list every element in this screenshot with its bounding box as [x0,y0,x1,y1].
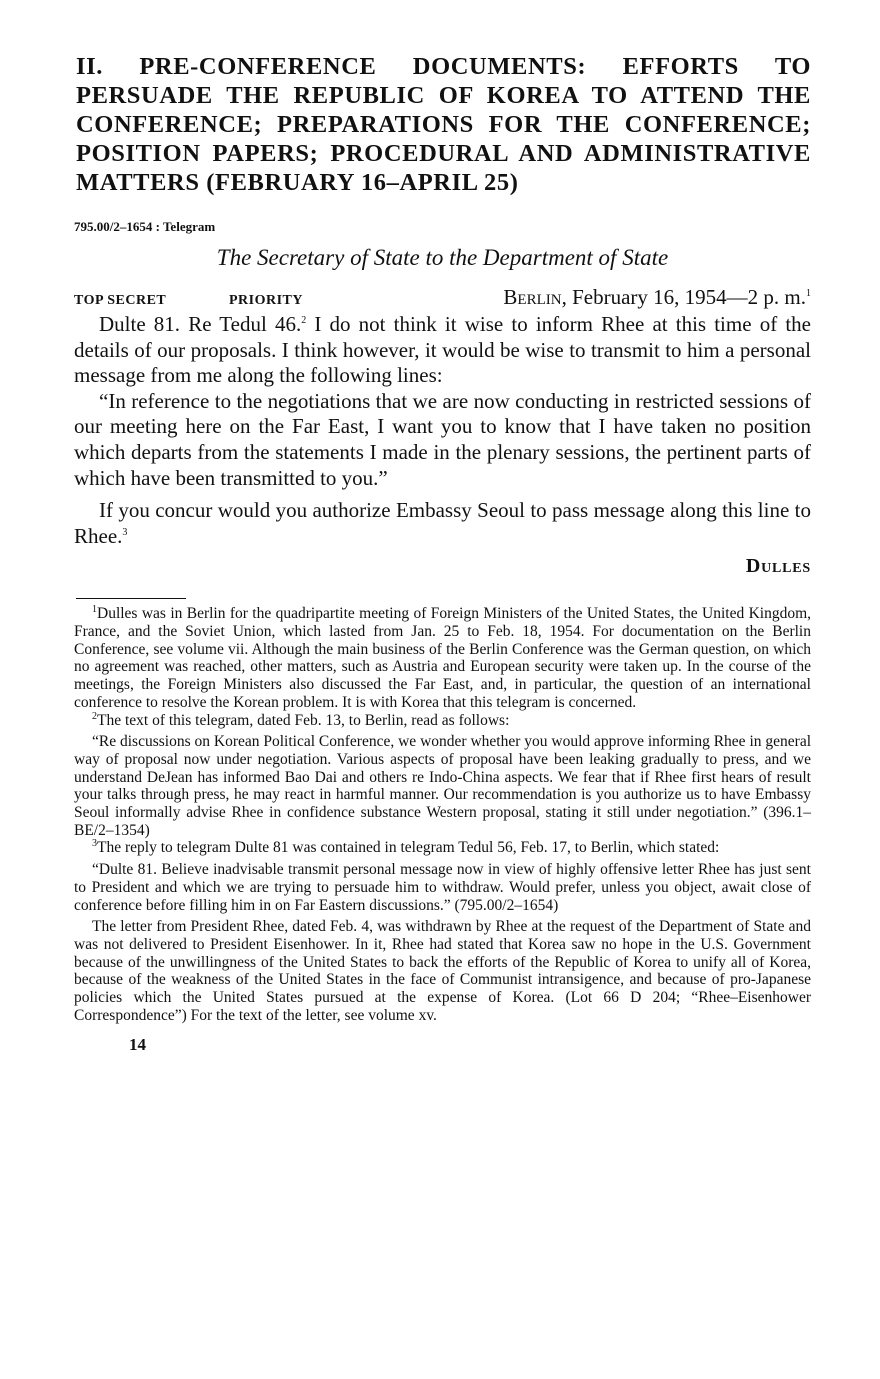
footnote-ref-3: 3 [122,526,128,538]
footnote-3-quote: “Dulte 81. Believe inadvisable transmit personal message now in view of highly offensive letter Rhee has just sent to President and which we are trying to persuade him to withdraw. Would prefer, unless you object, await close of conference before filling him in on Far Eastern discussions.” (795.00/2–1654) [74,861,811,914]
body-text-3: If you concur would you authorize Embassy Seoul to pass message along this line to Rhee. [74,498,811,548]
body-paragraph-2: “In reference to the negotiations that we are now conducting in restricted sessions of our meeting here on the Far East, I want you to know that I have taken no position which departs from the statements I made in the plenary sessions, the pertinent parts of which have been transmitted to you.” [74,388,811,490]
footnote-2-number: 2 [92,710,97,722]
page-number: 14 [129,1034,146,1054]
footnote-3-text: The reply to telegram Dulte 81 was contained in telegram Tedul 56, Feb. 17, to Berlin, which stated: [97,839,720,857]
footnote-1-text: Dulles was in Berlin for the quadripartite meeting of Foreign Ministers of the United States, the United Kingdom, France, and the Soviet Union, which lasted from Jan. 25 to Feb. 18, 1954. For documentation on the Berlin Conference, see volume vii. Although the main business of the Berlin Conference was the German question, on which no agreement was reached, other matters, such as Austria and European security were taken up. In the course of the meetings, the Foreign Ministers also discussed the Far East, and, in particular, the question of an international conference to resolve the Korean problem. It is with Korea that this telegram is concerned. [74,605,811,711]
footnote-ref-2: 2 [301,315,307,326]
footnote-1 [74,605,811,711]
place: Berlin, [503,285,567,309]
document-title: The Secretary of State to the Department of State [216,245,669,270]
body-paragraph-1 [74,312,811,389]
file-reference: 795.00/2–1654 : Telegram [74,219,216,234]
signature: Dulles [745,555,811,578]
telegram-refs: Dulte 81. Re Tedul 46. [99,312,302,336]
place-date [503,285,811,310]
footnote-2-quote: “Re discussions on Korean Political Conference, we wonder whether you would approve informing Rhee in general way of proposal now under negotiation. Various aspects of proposal have been leaking gradually to press, and we understand DeJean has informed Bao Dai and others re Indo-China aspects. We fear that if Rhee first hears of result your talks through press, he may react in harmful manner. Our recommendation is you authorize us to have Embassy Seoul informally advise Rhee in confidence substance Western proposal, stating it still under negotiation.” (396.1–BE/2–1354) [74,733,811,839]
dateline [74,285,811,310]
classification-label: TOP SECRET [74,293,167,308]
footnote-rule [76,598,186,599]
document-page [74,52,811,1055]
body-paragraph-3 [74,498,811,549]
footnote-1-number: 1 [92,604,97,616]
footnote-3 [74,839,811,857]
precedence-label: PRIORITY [229,293,304,308]
body-text-1: I do not think it wise to inform Rhee at this time of the details of our proposals. I think however, it would be wise to transmit to him a personal message from me along the following lines: [74,312,811,388]
footnote-2-text: The text of this telegram, dated Feb. 13, to Berlin, read as follows: [97,711,510,729]
chapter-heading: II. PRE-CONFERENCE DOCUMENTS: EFFORTS TO PERSUADE THE REPUBLIC OF KOREA TO ATTEND THE CONFERENCE; PREPARATIONS FOR THE CONFERENCE; POSITION PAPERS; PROCEDURAL AND ADMINISTRATIVE MATTERS (FEBRUARY 16–APRIL 25) [76,53,811,196]
footnote-3-extra: The letter from President Rhee, dated Feb. 4, was withdrawn by Rhee at the request of the Department of State and was not delivered to President Eisenhower. In it, Rhee had stated that Korea saw no hope in the U.S. Government because of the unwillingness of the United States to back the efforts of the Republic of Korea to unify all of Korea, because of the weakness of the United States in the face of Communist intransigence, and because of pro-Japanese policies which the United States pursued at the expense of Korea. (Lot 66 D 204; “Rhee–Eisenhower Correspondence”) For the text of the letter, see volume xv. [74,918,811,1024]
footnote-ref-1: 1 [806,288,811,299]
footnote-3-number: 3 [92,838,97,850]
date: February 16, 1954—2 p. m. [572,285,806,309]
footnote-2 [74,712,811,730]
